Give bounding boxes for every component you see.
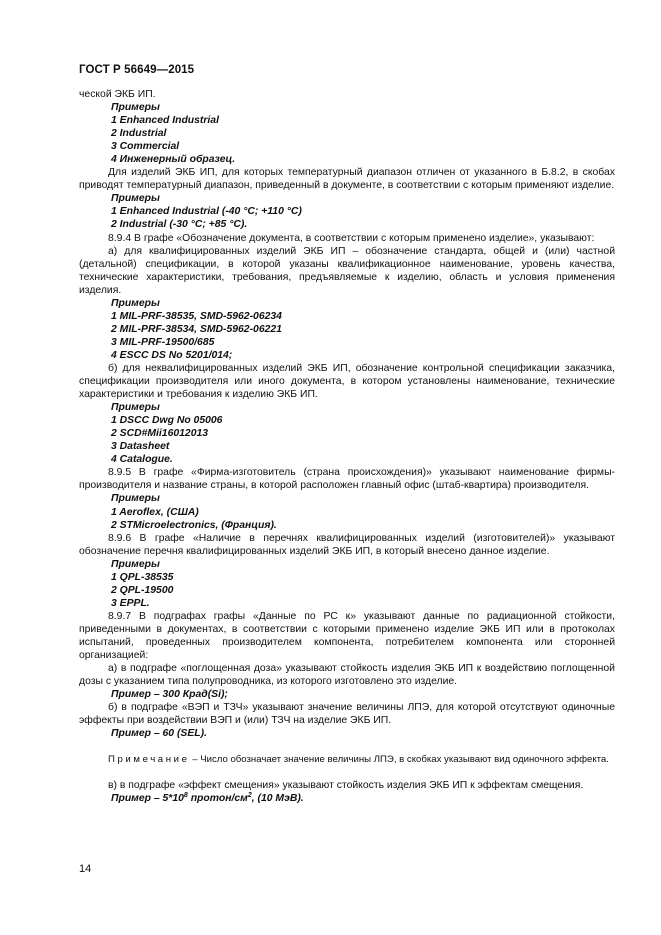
example-item: 4 ESCC DS No 5201/014; <box>111 349 233 361</box>
note <box>79 753 615 766</box>
paragraph-8-9-6: 8.9.6 В графе «Наличие в перечнях квалифицированных изделий (изготовителей)» указывают обозначение перечня квалифицированных изделий ЭКБ ИП, в который внесено данное изделие. <box>79 532 615 557</box>
example-item: 2 Industrial <box>111 128 167 140</box>
paragraph: а) в подграфе «поглощенная доза» указывают стойкость изделия ЭКБ ИП к воздействию поглощенной дозы с указанием типа полупроводника, из которого изготовлено это изделие. <box>79 663 615 688</box>
example-item: 2 Industrial (-30 °С; +85 °С). <box>111 219 248 231</box>
note-text: – Число обозначает значение величины ЛПЭ, в скобках указывают вид одиночного эффекта. <box>189 754 609 766</box>
paragraph: в) в подграфе «эффект смещения» указывают стойкость изделия ЭКБ ИП к эффектам смещения. <box>108 780 584 792</box>
examples-title: Примеры <box>111 493 160 505</box>
example-item: 3 Datasheet <box>111 441 170 453</box>
example-item: 1 DSCC Dwg No 05006 <box>111 415 223 427</box>
paragraph-8-9-4: 8.9.4 В графе «Обозначение документа, в соответствии с которым применено изделие», указывают: <box>108 232 595 244</box>
example-item: 3 Commercial <box>111 141 180 153</box>
paragraph: а) для квалифицированных изделий ЭКБ ИП – обозначение стандарта, общей и (или) частной (детальной) спецификации, в которой указаны квалификационное наименование, уровень качества, технические характеристики, требования, предъявляемые к изделию, область и условия применения изделия. <box>79 245 615 296</box>
examples-title: Примеры <box>111 193 160 205</box>
example-item: Пример – 300 Крад(Si); <box>111 689 228 701</box>
page-number: 14 <box>79 863 92 875</box>
example-item: 1 Enhanced Industrial (-40 °С; +110 °С) <box>111 206 302 218</box>
example-item: 2 MIL-PRF-38534, SMD-5962-06221 <box>111 323 282 335</box>
example-item: 2 QPL-19500 <box>111 584 174 596</box>
examples-title: Примеры <box>111 102 160 114</box>
example-item: 1 MIL-PRF-38535, SMD-5962-06234 <box>111 310 282 322</box>
example-item: Пример – $5*10^8$ протон/$см^2$, (10 МэВ). <box>111 792 304 805</box>
examples-title: Примеры <box>111 558 160 570</box>
paragraph: Для изделий ЭКБ ИП, для которых температурный диапазон отличен от указанного в Б.8.2, в скобах приводят температурный диапазон, приведенный в документе, в соответствии с которым применяют изделие. <box>79 167 615 192</box>
example-item: 2 SCD#Mii16012013 <box>111 428 209 440</box>
example-item: 4 Инженерный образец. <box>111 154 236 166</box>
example-item: 1 Aeroflex, (США) <box>111 506 199 518</box>
paragraph: ческой ЭКБ ИП. <box>79 89 156 100</box>
example-item: Пример – 60 (SEL). <box>111 728 207 740</box>
example-item: 3 MIL-PRF-19500/685 <box>111 336 215 348</box>
note-label: Примечание <box>108 754 190 766</box>
paragraph: б) для неквалифицированных изделий ЭКБ ИП, обозначение контрольной спецификации заказчика, спецификации производителя или иного документа, в котором установлены наименование, технические характеристики и требования к изделию ЭКБ ИП. <box>79 362 615 401</box>
example-item: 1 QPL-38535 <box>111 571 174 583</box>
example-item: 2 STMicroelectronics, (Франция). <box>111 519 277 531</box>
examples-title: Примеры <box>111 297 160 309</box>
examples-title: Примеры <box>111 402 160 414</box>
paragraph-8-9-7: 8.9.7 В подграфах графы «Данные по РС к» указывают данные по радиационной стойкости, приведенными в документах, в соответствии с которыми применено изделие ЭКБ ИП или в протоколах испытаний, проведенных производителем компонента, потребителем компонента или сторонней организацией: <box>79 610 615 662</box>
example-item: 4 Catalogue. <box>111 454 173 466</box>
example-item: 1 Enhanced Industrial <box>111 115 219 127</box>
example-item: 3 EPPL. <box>111 597 150 609</box>
document-body <box>79 88 615 805</box>
paragraph-8-9-5: 8.9.5 В графе «Фирма-изготовитель (страна происхождения)» указывают наименование фирмы-производителя и название страны, в которой расположен главный офис (штаб-квартира) производителя. <box>79 467 615 492</box>
document-header: ГОСТ Р 56649—2015 <box>79 64 195 76</box>
paragraph: б) в подграфе «ВЭП и ТЗЧ» указывают значение величины ЛПЭ, для которой отсутствуют одиночные эффекты при воздействии ВЭП и (или) ТЗЧ на изделие ЭКБ ИП. <box>79 702 615 727</box>
